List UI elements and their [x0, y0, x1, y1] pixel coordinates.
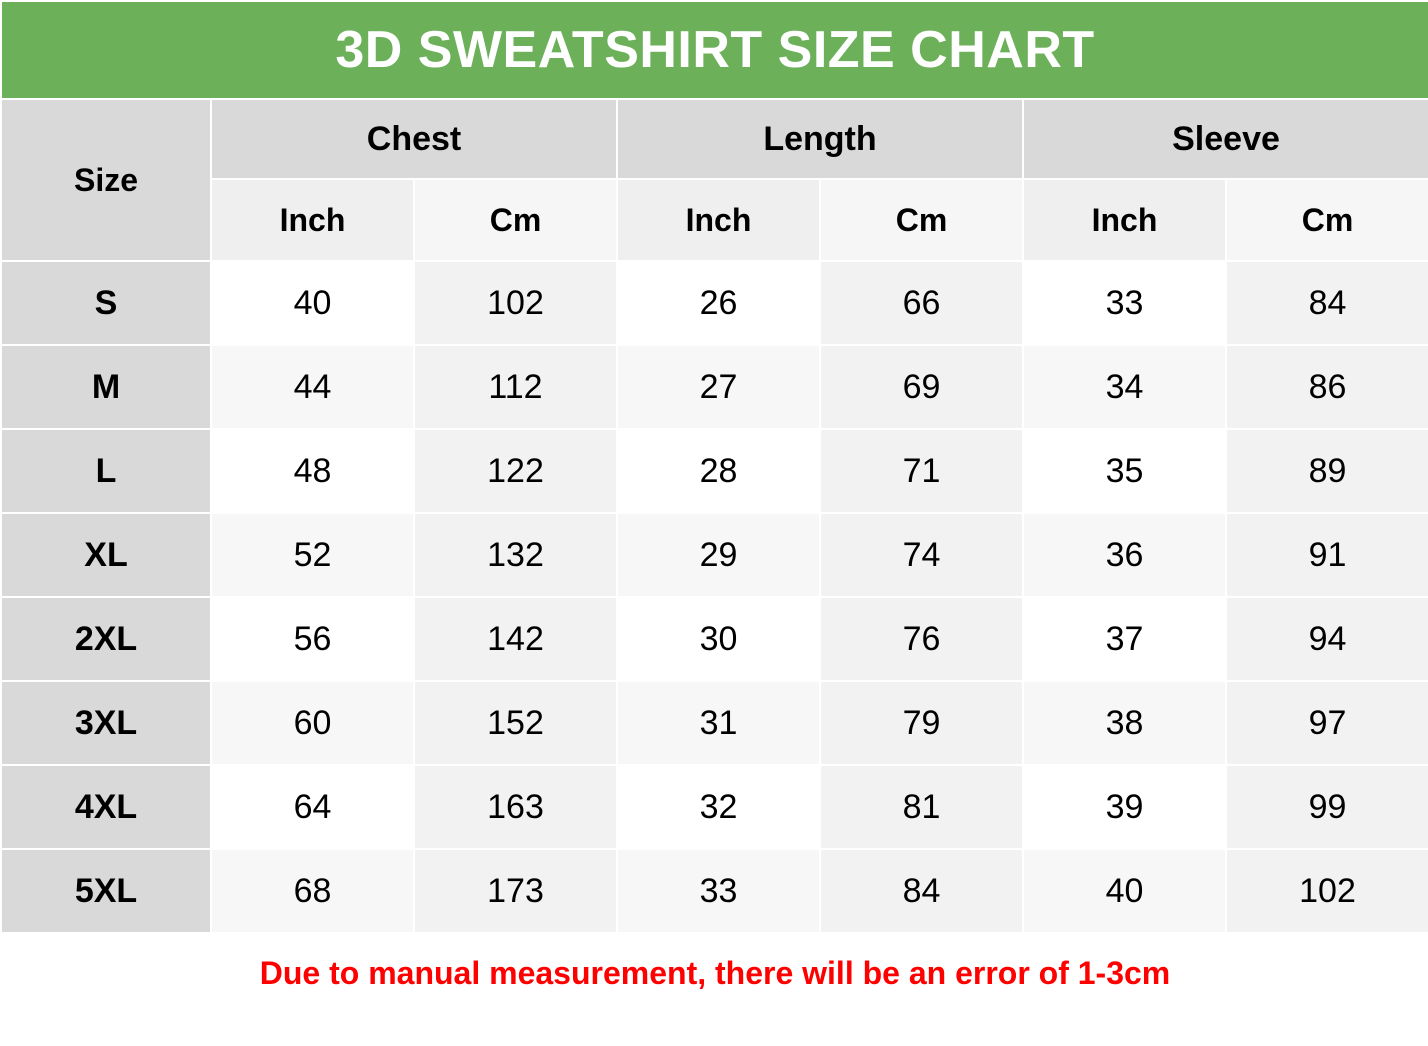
row-size-label: L — [1, 429, 211, 513]
cell-length-cm: 74 — [820, 513, 1023, 597]
header-length-inch: Inch — [617, 179, 820, 261]
header-group-chest: Chest — [211, 99, 617, 179]
header-group-length: Length — [617, 99, 1023, 179]
cell-length-cm: 71 — [820, 429, 1023, 513]
measurement-note: Due to manual measurement, there will be an error of 1-3cm — [1, 933, 1428, 1013]
cell-chest-cm: 102 — [414, 261, 617, 345]
header-length-cm: Cm — [820, 179, 1023, 261]
cell-sleeve-inch: 39 — [1023, 765, 1226, 849]
cell-chest-inch: 48 — [211, 429, 414, 513]
group-header-row — [1, 99, 1428, 179]
cell-length-cm: 79 — [820, 681, 1023, 765]
cell-length-inch: 31 — [617, 681, 820, 765]
cell-chest-cm: 132 — [414, 513, 617, 597]
header-chest-inch: Inch — [211, 179, 414, 261]
row-size-label: 3XL — [1, 681, 211, 765]
table-row — [1, 261, 1428, 345]
cell-chest-inch: 64 — [211, 765, 414, 849]
spacer-cell — [211, 1013, 414, 1045]
cell-chest-cm: 173 — [414, 849, 617, 933]
cell-chest-inch: 40 — [211, 261, 414, 345]
cell-chest-cm: 142 — [414, 597, 617, 681]
spacer-cell — [820, 1013, 1023, 1045]
spacer-cell — [414, 1013, 617, 1045]
cell-chest-inch: 60 — [211, 681, 414, 765]
bottom-spacer-row — [1, 1013, 1428, 1045]
cell-length-inch: 29 — [617, 513, 820, 597]
cell-length-cm: 76 — [820, 597, 1023, 681]
header-sleeve-inch: Inch — [1023, 179, 1226, 261]
spacer-cell — [1023, 1013, 1226, 1045]
cell-length-inch: 26 — [617, 261, 820, 345]
cell-sleeve-cm: 102 — [1226, 849, 1428, 933]
cell-sleeve-cm: 84 — [1226, 261, 1428, 345]
cell-sleeve-inch: 37 — [1023, 597, 1226, 681]
row-size-label: 5XL — [1, 849, 211, 933]
cell-chest-cm: 122 — [414, 429, 617, 513]
cell-length-inch: 30 — [617, 597, 820, 681]
page-title: 3D SWEATSHIRT SIZE CHART — [1, 1, 1428, 99]
cell-chest-inch: 56 — [211, 597, 414, 681]
cell-sleeve-cm: 91 — [1226, 513, 1428, 597]
row-size-label: 2XL — [1, 597, 211, 681]
cell-length-inch: 32 — [617, 765, 820, 849]
cell-sleeve-inch: 33 — [1023, 261, 1226, 345]
row-size-label: S — [1, 261, 211, 345]
row-size-label: M — [1, 345, 211, 429]
cell-sleeve-cm: 94 — [1226, 597, 1428, 681]
cell-length-cm: 69 — [820, 345, 1023, 429]
cell-sleeve-cm: 89 — [1226, 429, 1428, 513]
spacer-cell — [617, 1013, 820, 1045]
table-row — [1, 513, 1428, 597]
cell-sleeve-cm: 99 — [1226, 765, 1428, 849]
cell-length-cm: 84 — [820, 849, 1023, 933]
cell-sleeve-cm: 86 — [1226, 345, 1428, 429]
cell-chest-cm: 163 — [414, 765, 617, 849]
cell-chest-cm: 112 — [414, 345, 617, 429]
header-sleeve-cm: Cm — [1226, 179, 1428, 261]
table-row — [1, 681, 1428, 765]
cell-chest-inch: 44 — [211, 345, 414, 429]
table-row — [1, 345, 1428, 429]
table-row — [1, 765, 1428, 849]
spacer-cell — [1226, 1013, 1428, 1045]
cell-chest-cm: 152 — [414, 681, 617, 765]
cell-chest-inch: 68 — [211, 849, 414, 933]
cell-length-inch: 28 — [617, 429, 820, 513]
cell-chest-inch: 52 — [211, 513, 414, 597]
cell-length-cm: 81 — [820, 765, 1023, 849]
cell-length-cm: 66 — [820, 261, 1023, 345]
cell-length-inch: 27 — [617, 345, 820, 429]
row-size-label: 4XL — [1, 765, 211, 849]
header-chest-cm: Cm — [414, 179, 617, 261]
table-row — [1, 429, 1428, 513]
cell-sleeve-cm: 97 — [1226, 681, 1428, 765]
spacer-cell — [1, 1013, 211, 1045]
cell-length-inch: 33 — [617, 849, 820, 933]
header-group-sleeve: Sleeve — [1023, 99, 1428, 179]
unit-header-row — [1, 179, 1428, 261]
row-size-label: XL — [1, 513, 211, 597]
cell-sleeve-inch: 40 — [1023, 849, 1226, 933]
measurement-note-row — [1, 933, 1428, 1013]
chart-title-row — [1, 1, 1428, 99]
cell-sleeve-inch: 35 — [1023, 429, 1226, 513]
cell-sleeve-inch: 38 — [1023, 681, 1226, 765]
cell-sleeve-inch: 34 — [1023, 345, 1226, 429]
cell-sleeve-inch: 36 — [1023, 513, 1226, 597]
table-row — [1, 597, 1428, 681]
header-size: Size — [1, 99, 211, 261]
table-row — [1, 849, 1428, 933]
